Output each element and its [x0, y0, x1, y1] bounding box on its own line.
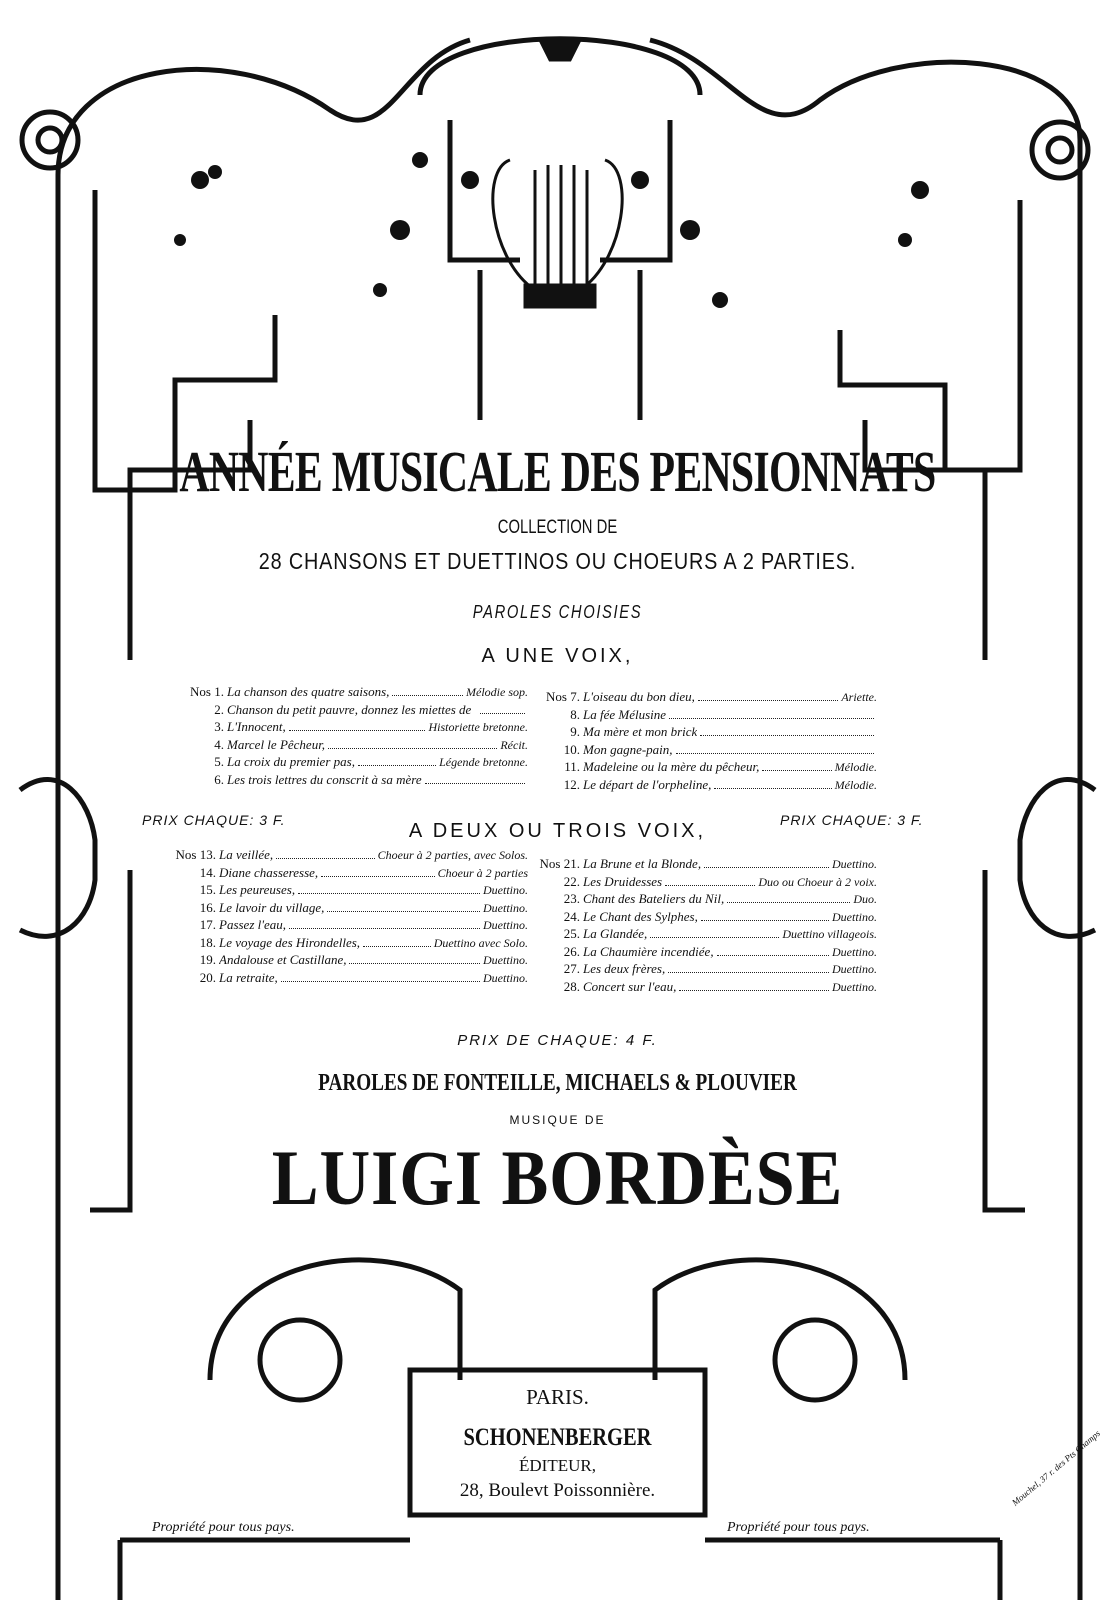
song-list-item	[168, 916, 528, 934]
paroles-choisies-label: PAROLES CHOISIES	[472, 602, 643, 622]
song-genre: Duo ou Choeur à 2 voix.	[758, 874, 877, 889]
dot-leader	[425, 783, 525, 784]
publisher-name: SCHONENBERGER	[463, 1424, 652, 1451]
section-heading-one-voice: A UNE VOIX,	[481, 645, 634, 667]
song-list-item	[168, 846, 528, 864]
song-genre: Duettino.	[483, 918, 528, 932]
song-genre: Duettino.	[832, 962, 877, 976]
song-number: Nos 1.	[190, 684, 224, 699]
song-list-item	[168, 969, 528, 987]
song-list-multi-voice-right	[532, 855, 877, 995]
dot-leader	[358, 765, 436, 766]
song-list-item	[176, 771, 528, 789]
dot-leader	[701, 920, 829, 921]
dot-leader	[714, 788, 831, 789]
composer-name: LUIGI BORDÈSE	[271, 1134, 844, 1221]
song-title: La croix du premier pas,	[227, 754, 355, 769]
song-title: Andalouse et Castillane,	[219, 952, 347, 967]
song-genre: Duettino avec Solo.	[433, 935, 528, 950]
song-title: La fée Mélusine	[583, 706, 667, 722]
song-number: Nos 21.	[539, 856, 580, 871]
song-genre: Duettino.	[832, 857, 877, 871]
dot-leader	[289, 730, 426, 731]
song-title: L'oiseau du bon dieu,	[583, 689, 695, 704]
song-list-item	[532, 873, 877, 891]
song-number: 9.	[570, 724, 580, 739]
dot-leader	[650, 937, 779, 938]
music-by-label: MUSIQUE DE	[509, 1113, 606, 1127]
printer-credit: Mouchel, 37 r. des Pts Champs	[1010, 1428, 1103, 1508]
song-number: 22.	[563, 873, 580, 889]
song-number: 8.	[570, 706, 580, 722]
song-number: 16.	[199, 899, 216, 915]
song-number: 28.	[563, 978, 580, 994]
song-number: Nos 13.	[175, 847, 216, 862]
dot-leader	[281, 981, 480, 982]
song-number: 19.	[199, 952, 216, 967]
song-genre: Mélodie sop.	[466, 685, 528, 699]
song-number: 26.	[563, 943, 580, 959]
song-title: Diane chasseresse,	[219, 864, 319, 880]
publisher-city: PARIS.	[526, 1385, 589, 1409]
lyre-icon	[493, 40, 622, 307]
song-list-one-voice-left	[176, 683, 528, 788]
subtitle: 28 CHANSONS ET DUETTINOS OU CHOEURS A 2 PARTIES.	[258, 548, 857, 574]
song-genre: Duettino.	[832, 979, 877, 994]
song-number: Nos 7.	[546, 689, 580, 704]
song-list-item	[168, 881, 528, 899]
song-list-item	[532, 706, 877, 724]
publisher-address: 28, Boulevt Poissonnière.	[459, 1480, 656, 1501]
lyricists-credit: PAROLES DE FONTEILLE, MICHAELS & PLOUVIER	[318, 1070, 797, 1096]
song-title: Passez l'eau,	[219, 917, 287, 932]
collection-label: COLLECTION DE	[497, 517, 618, 538]
song-list-item	[532, 723, 877, 741]
song-list-item	[532, 908, 877, 926]
song-list-item	[532, 741, 877, 759]
dot-leader	[668, 972, 829, 973]
song-title: La chanson des quatre saisons,	[227, 684, 390, 699]
dot-leader	[704, 867, 829, 868]
song-number: 5.	[214, 754, 224, 769]
section-heading-multi-voice: A DEUX OU TROIS VOIX,	[408, 820, 707, 842]
song-genre: Duettino.	[483, 900, 528, 915]
song-number: 15.	[199, 882, 216, 897]
song-list-item	[176, 683, 528, 701]
song-title: Le voyage des Hirondelles,	[219, 934, 361, 950]
song-title: Les trois lettres du conscrit à sa mère	[227, 771, 422, 787]
song-list-item	[168, 864, 528, 882]
song-number: 20.	[199, 969, 216, 985]
song-title: Concert sur l'eau,	[583, 978, 677, 994]
song-list-item	[532, 960, 877, 978]
song-list-item	[532, 978, 877, 996]
song-genre: Duettino.	[832, 909, 877, 924]
price-label-multi: PRIX DE CHAQUE: 4 F.	[457, 1032, 658, 1049]
song-title: Les peureuses,	[219, 882, 296, 897]
dot-leader	[665, 885, 755, 886]
song-list-item	[532, 776, 877, 794]
song-title: La Chaumière incendiée,	[583, 943, 714, 959]
song-number: 11.	[564, 759, 580, 774]
song-title: Chanson du petit pauvre, donnez les miettes de	[227, 701, 472, 717]
song-genre: Duettino.	[483, 970, 528, 985]
song-number: 4.	[214, 736, 224, 752]
dot-leader	[321, 876, 434, 877]
dot-leader	[349, 963, 480, 964]
song-list-item	[532, 688, 877, 706]
song-list-item	[532, 890, 877, 908]
dot-leader	[363, 946, 431, 947]
dot-leader	[700, 735, 874, 736]
song-genre: Choeur à 2 parties, avec Solos.	[377, 848, 528, 862]
dot-leader	[669, 718, 874, 719]
song-genre: Duettino villageois.	[782, 927, 877, 941]
song-list-item	[176, 753, 528, 771]
dot-leader	[727, 902, 850, 903]
song-number: 10.	[563, 741, 580, 757]
song-list-item	[532, 925, 877, 943]
song-genre: Duettino.	[832, 944, 877, 959]
song-genre: Duo.	[853, 892, 877, 906]
song-number: 23.	[563, 891, 580, 906]
song-number: 25.	[563, 926, 580, 941]
song-title: Chant des Bateliers du Nil,	[583, 891, 725, 906]
publisher-role: ÉDITEUR,	[519, 1456, 596, 1475]
song-title: Mon gagne-pain,	[583, 741, 673, 757]
price-label-left: PRIX CHAQUE: 3 F.	[142, 812, 286, 828]
song-title: Les Druidesses	[583, 873, 663, 889]
song-genre: Légende bretonne.	[439, 755, 528, 769]
song-genre: Ariette.	[841, 690, 877, 704]
price-label-right: PRIX CHAQUE: 3 F.	[780, 812, 924, 828]
song-title: La Brune et la Blonde,	[583, 856, 702, 871]
page-title: ANNÉE MUSICALE DES PENSIONNATS	[179, 439, 936, 504]
song-title: Le Chant des Sylphes,	[583, 908, 698, 924]
dot-leader	[762, 770, 831, 771]
song-genre: Historiette bretonne.	[428, 720, 528, 734]
song-list-item	[176, 701, 528, 719]
song-number: 14.	[199, 864, 216, 880]
song-list-item	[176, 736, 528, 754]
dot-leader	[480, 713, 525, 714]
dot-leader	[698, 700, 839, 701]
song-genre: Mélodie.	[834, 777, 877, 792]
song-genre: Mélodie.	[834, 760, 877, 774]
dot-leader	[276, 858, 375, 859]
song-list-item	[532, 855, 877, 873]
song-number: 18.	[199, 934, 216, 950]
dot-leader	[289, 928, 480, 929]
song-genre: Récit.	[500, 737, 528, 752]
song-number: 24.	[563, 908, 580, 924]
song-list-multi-voice-left	[168, 846, 528, 986]
song-title: La veillée,	[219, 847, 274, 862]
song-number: 27.	[563, 961, 580, 976]
song-genre: Duettino.	[483, 883, 528, 897]
song-list-item	[532, 758, 877, 776]
song-title: Le départ de l'orpheline,	[583, 776, 712, 792]
song-list-item	[168, 899, 528, 917]
song-title: Les deux frères,	[583, 961, 666, 976]
song-title: La Glandée,	[583, 926, 648, 941]
song-genre: Duettino.	[483, 953, 528, 967]
song-number: 2.	[214, 701, 224, 717]
dot-leader	[676, 753, 874, 754]
song-title: Ma mère et mon brick	[583, 724, 698, 739]
song-title: Le lavoir du village,	[219, 899, 325, 915]
dot-leader	[392, 695, 463, 696]
dot-leader	[679, 990, 829, 991]
dot-leader	[327, 911, 480, 912]
dot-leader	[717, 955, 829, 956]
song-list-item	[168, 951, 528, 969]
song-list-item	[532, 943, 877, 961]
song-title: Madeleine ou la mère du pêcheur,	[583, 759, 760, 774]
song-number: 3.	[214, 719, 224, 734]
song-number: 12.	[563, 776, 580, 792]
property-notice-left: Propriété pour tous pays.	[152, 1520, 295, 1535]
dot-leader	[328, 748, 497, 749]
dot-leader	[298, 893, 480, 894]
song-title: La retraite,	[219, 969, 278, 985]
song-list-item	[176, 718, 528, 736]
property-notice-right: Propriété pour tous pays.	[727, 1520, 870, 1535]
song-list-one-voice-right	[532, 688, 877, 793]
song-number: 6.	[214, 771, 224, 787]
song-number: 17.	[199, 917, 216, 932]
song-genre: Choeur à 2 parties	[437, 865, 528, 880]
song-title: Marcel le Pêcheur,	[227, 736, 326, 752]
song-list-item	[168, 934, 528, 952]
song-title: L'Innocent,	[227, 719, 286, 734]
